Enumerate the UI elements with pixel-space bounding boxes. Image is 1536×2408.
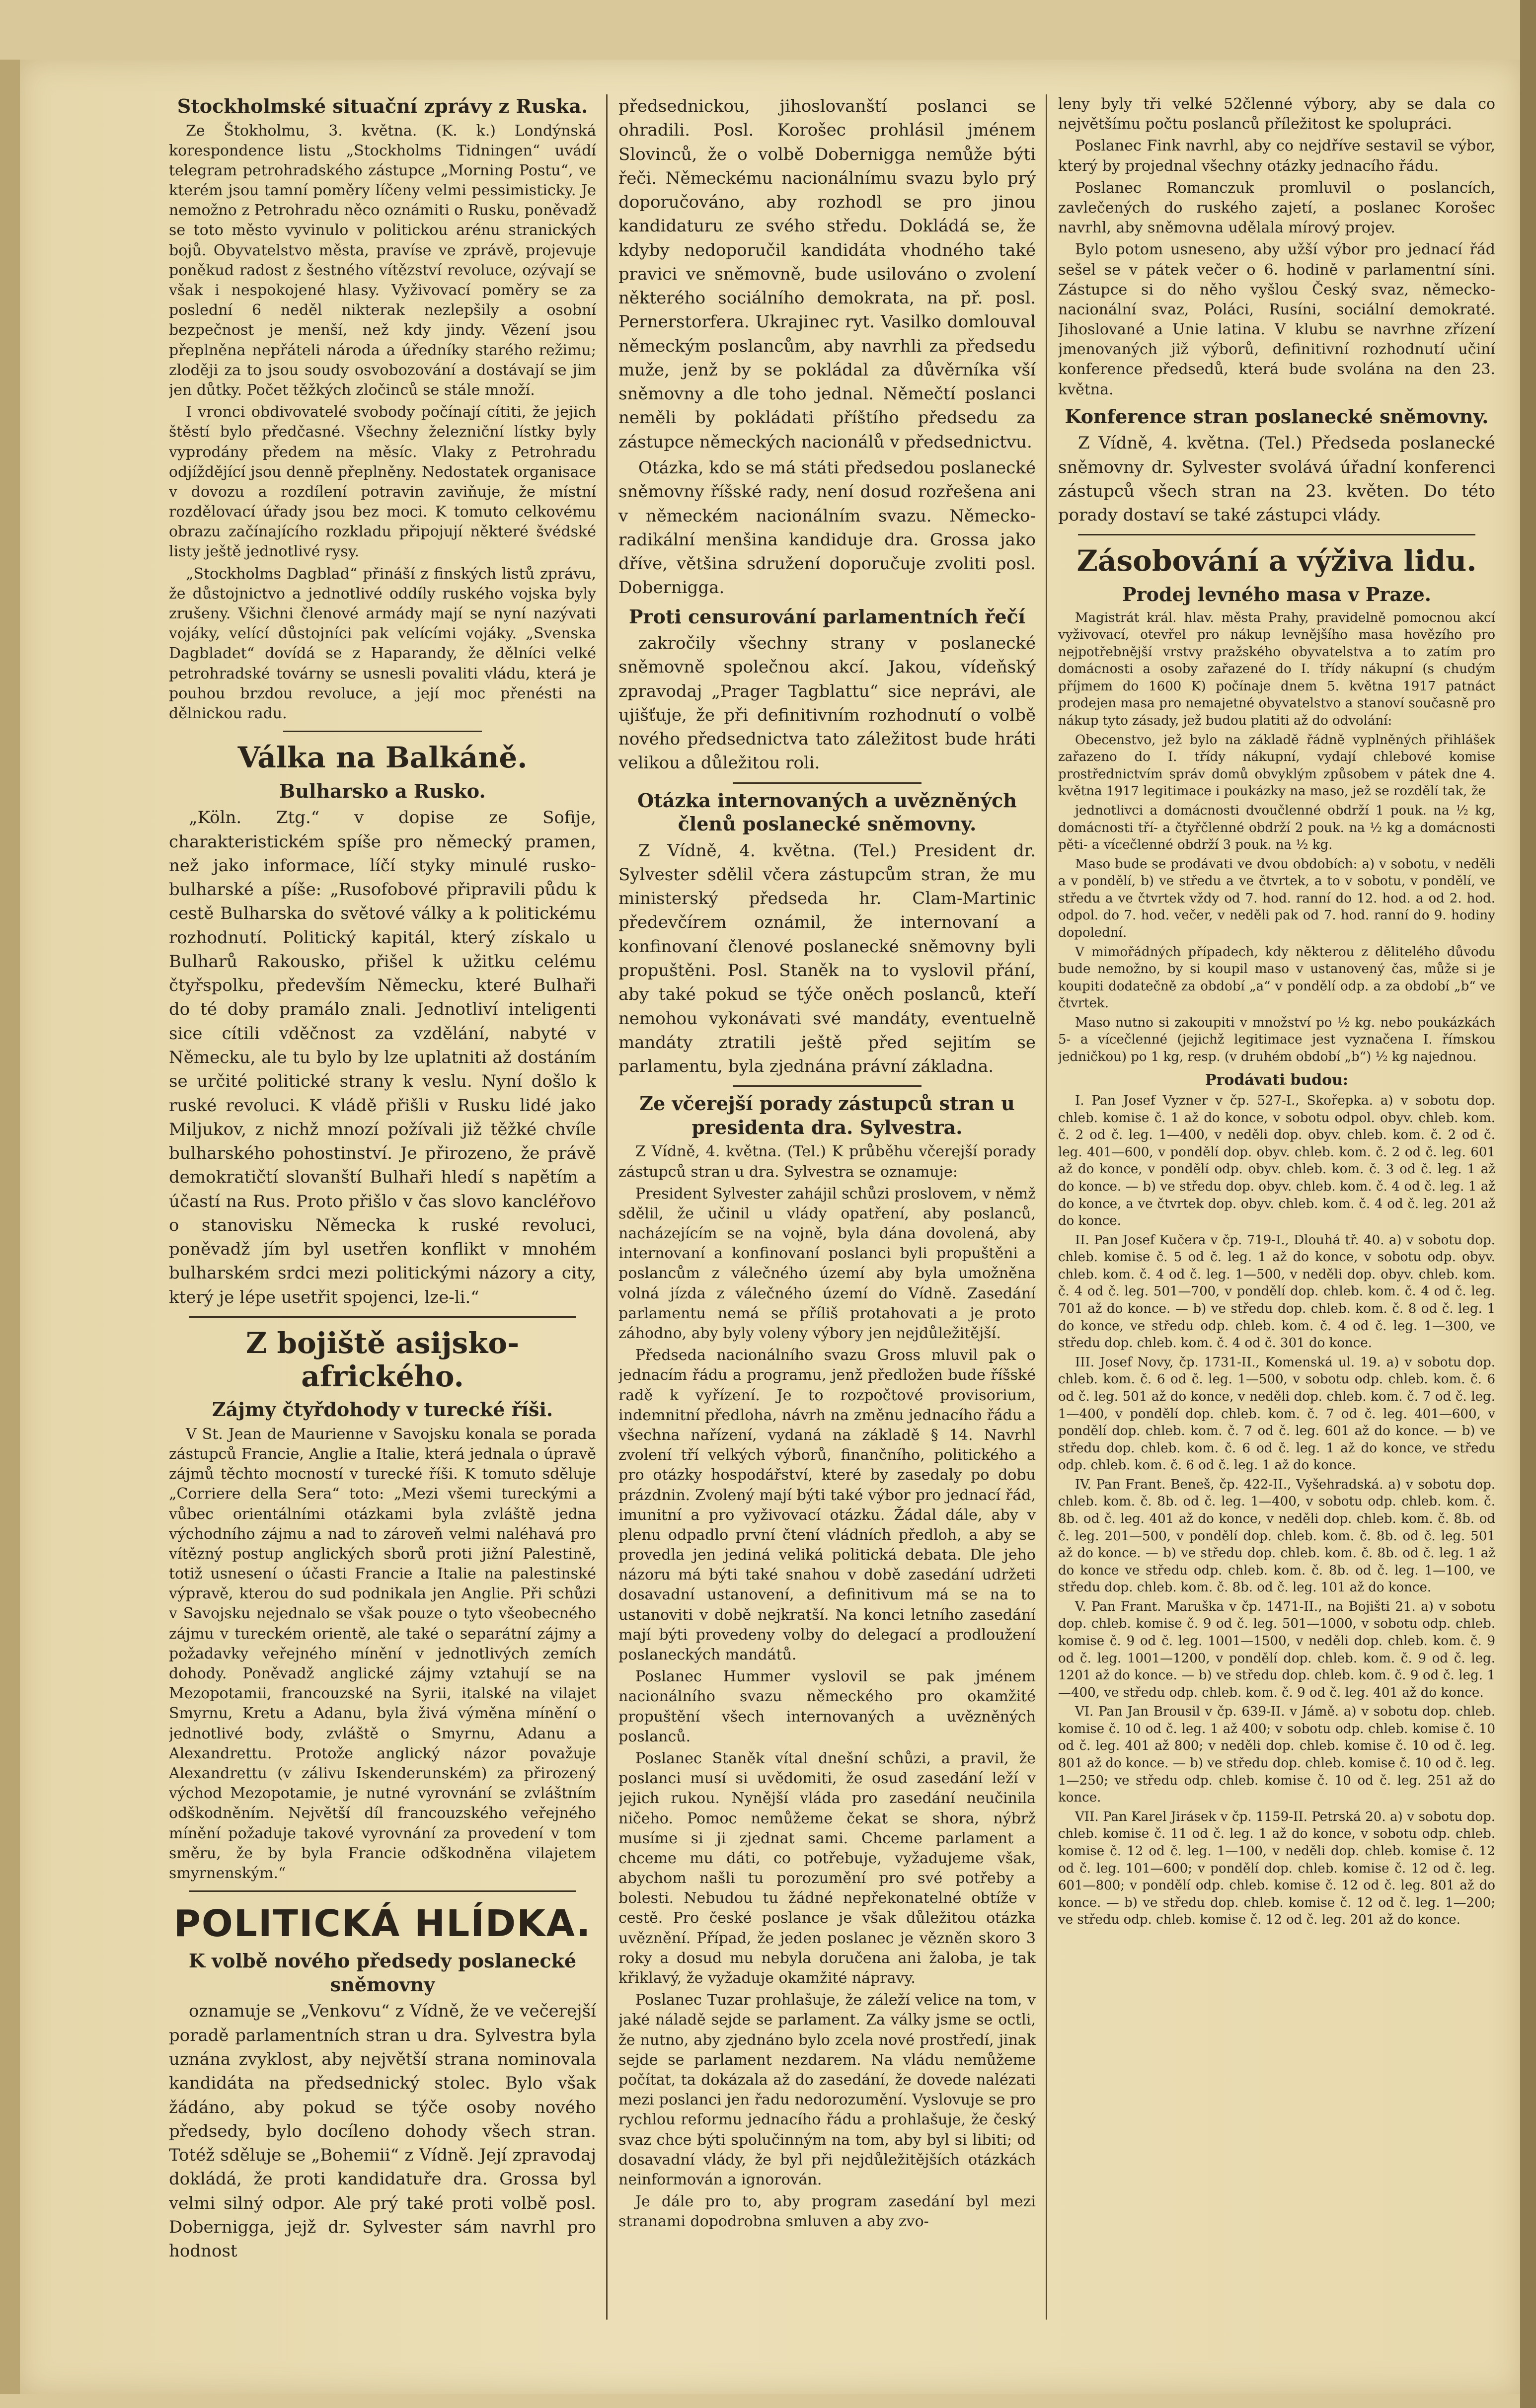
paragraph: leny byly tři velké 52členné výbory, aby se dala co největšímu počtu poslanců příležitost ke spolupráci. (1058, 95, 1495, 133)
paragraph: Magistrát král. hlav. města Prahy, pravidelně pomocnou akcí vyživovací, otevřel pro nákup levnějšího masa hovězího pro nejpotřebnější vrstvy pražského obyvatelstva a to zatím pro domácnosti a osoby zařazené do I. třídy nákupní (s chudým příjmem do 1600 K) počínaje dnem 5. května 1917 patnáct prodejen masa pro nemajetné obyvatelstvo a stanoví současně pro nákup tyto zásady, jež budou platiti až do odvolání: (1058, 610, 1495, 729)
paragraph: Poslanec Staněk vítal dnešní schůzi, a pravil, že poslanci musí si uvědomiti, že osud zasedání leží v jejich rukou. Nynější vláda pro zasedání neučinila ničeho. Pomoc nemůžeme čekat se shora, nýbrž musíme si ji zjednat sami. Chceme parlament a chceme mu dáti, co potřebuje, vyžadujeme však, abychom našli tu porozumění pro své potřeby a bolesti. Nebudou tu žádné nepřekonatelné obtíže v cestě. Pro české poslance je však důležitou otázka uvěznění. Případ, že jeden poslanec je vězněn skoro 3 roky a dosud mu nebyla doručena ani žaloba, je tak křiklavý, že vyžaduje okamžité nápravy. (618, 1749, 1036, 1987)
paragraph: předsednickou, jihoslovanští poslanci se ohradili. Posl. Korošec prohlásil jménem Slovinců, že o volbě Dobernigga nemůže býti řeči. Německému nacionálnímu svazu bylo prý doporučováno, aby rozhodl se pro jinou kandidaturu ze svého středu. Dokládá se, že kdyby nedoporučil kandidáta vhodného také pravici ve sněmovně, bude usilováno o zvolení některého sociálního demokrata, na př. posl. Pernerstorfera. Ukrajinec ryt. Vasilko domlouval německým poslancům, aby navrhli za předsedu muže, jenž by se pokládal za důvěrníka vší sněmovny a dle toho jednal. Němečtí poslanci neměli by pokládati příštího předsedu za zástupce německých nacionálů v předsednictvu. (618, 96, 1036, 452)
paragraph: Ze Štokholmu, 3. května. (K. k.) Londýnská korespondence listu „Stockholms Tidningen“ uvádí telegram petrohradského zástupce „Morning Postu“, ve kterém jsou tamní poměry líčeny velmi pessimisticky. Je nemožno z Petrohradu něco oznámiti o Rusku, poněvadž se toto město vyvinulo v politickou arénu stranických bojů. Obyvatelstvo města, pravíse ve zprávě, projevuje poněkud radost z šestného vítězství revoluce, ozývají se však i nespokojené hlasy. Vyživovací poměry se za poslední 6 neděl nikterak nezlepšily a osobní bezpečnost je menší, než kdy jindy. Vězení jsou přeplněna nepřáteli národa a úředníky starého režimu; zloději za to jsou soudy osvobozování a dostávají se jim jen důtky. Počet těžkých zločinců se stále množí. (169, 122, 596, 399)
paragraph: IV. Pan Frant. Beneš, čp. 422-II., Vyšehradská. a) v sobotu dop. chleb. kom. č. 8b. od č. leg. 1—400, v sobotu odp. chleb. kom. č. 8b. od č. leg. 401 až do konce, v neděli dop. chleb. kom. č. 8b. od č. leg. 201—500, v pondělí dop. chleb. kom. č. 8b. od č. leg. 501 až do konce. — b) ve středu dop. chleb. kom. č. 8b. od č. leg. 1 až do konce ve středu odp. chleb. kom. č. 8b. od č. leg. 1—100, ve středu dop. chleb. kom. č. 8b. od č. leg. 101 až do konce. (1058, 1477, 1495, 1595)
paragraph: I. Pan Josef Vyzner v čp. 527-I., Skořepka. a) v sobotu dop. chleb. komise č. 1 až do konce, v sobotu odpol. obyv. chleb. kom. č. 2 od č. leg. 1—400, v neděli dop. obyv. chleb. kom. č. 2 od č. leg. 401—600, v pondělí dop. obyv. chleb. kom. č. 2 od č. leg. 601 až do konce, v pondělí odp. obyv. chleb. kom. č. 3 od č. leg. 1 až do konce. — b) ve středu dop. obyv. chleb. kom. č. 4 od č. leg. 1 až do konce, a ve čtvrtek dop. obyv. chleb. kom. č. 4 od č. leg. 201 až do konce. (1058, 1093, 1495, 1229)
newspaper-page (20, 60, 1520, 2394)
column-2 (618, 94, 1036, 2310)
column-rule-1 (606, 94, 608, 2320)
paragraph: V mimořádných případech, kdy některou z dělitelého důvodu bude nemožno, by si koupil maso v ustanovený čas, může si je koupiti dodatečně za období „a“ v pondělí odp. a za období „b“ ve čtvrtek. (1058, 944, 1495, 1011)
paragraph: „Köln. Ztg.“ v dopise ze Sofije, charakteristickém spíše pro německý pramen, než jako informace, líčí styky minulé rusko-bulharské a píše: „Rusofobové připravili půdu k cestě Bulharska do světové války a k politickému rozhodnutí. Politický kapitál, který získalo u Bulharů Rakousko, přišel k užitku celému čtyřspolku, především Německu, které Bulhaři do té doby pramálo znali. Jednotliví inteligenti sice cítili vděčnost za vzdělání, nabyté v Německu, ale tu bylo by lze uplatniti až dostáním se určité politické strany k veslu. Nyní došlo k ruské revoluci. K vládě přišli v Rusku lidé jako Miljukov, z nichž mnozí požívali již těžké chvíle bulharského pohostinství. Je přirozeno, že právě demokratičtí slovanští Bulhaři hledí s napětím a účastí na Rus. Proto přišlo v čas slovo kancléřovo o stanovisku Německa k ruské revoluci, poněvadž jím byl usetřen konflikt v mnohém bulharském srdci mezi politickými názory a city, který je lépe usetřit spojenci, lze-li.“ (169, 808, 596, 1307)
headline-konference: Konference stran poslanecké sněmovny. (1065, 405, 1489, 428)
paragraph: Maso nutno si zakoupiti v množství po ½ kg. nebo poukázkách 5- a vícečlenné (jejichž legitimace jest vyznačena I. římskou jedničkou) po 1 kg, resp. (v druhém období „b“) ½ kg najednou. (1058, 1015, 1495, 1065)
paragraph: V St. Jean de Maurienne v Savojsku konala se porada zástupců Francie, Anglie a Italie, která jednala o úpravě zájmů těchto mocností v turecké říši. K tomuto sděluje „Corriere della Sera“ toto: „Mezi všemi tureckými a vůbec orientálními otázkami byla zvláště jedna východního zájmu a nad to zároveň velmi naléhavá pro vítězný postup anglických sborů proti jižní Palestině, totiž usnesení o účasti Francie a Italie na palestinské výpravě, kterou do sud podnikala jen Anglie. Při schůzi v Savojsku nejednalo se však pouze o tyto všeobecného zájmu v tureckém orientě, ale také o separátní zájmy a požadavky veřejného mínění v jednotlivých zemích dohody. Poněvadž anglické zájmy vztahují se na Mezopotamii, francouzské na Syrii, italské na vilajet Smyrnu, Kretu a Adanu, byla živá výměna mínění o jednotlivé body, zvláště o Smyrnu, Adanu a Alexandrettu. Protože anglický názor považuje Alexandrettu (v zálivu Iskenderunském) za přirozený východ Mezopotamie, je nutné vyrovnání se zvláštním odškodněním. Největší díl francouzského veřejného mínění požaduje takové vyrovnání za provedení v tom směru, že by byla Francie odškodněna vilajetem smyrnenským.“ (169, 1425, 596, 1882)
paragraph: Obecenstvo, jež bylo na základě řádně vyplněných přihlášek zařazeno do I. třídy nákupní, vydají chlebové komise prostřednictvím správ domů obvyklým způsobem v pátek dne 4. května 1917 legitimace i poukázky na maso, jež se rozdělí tak, že (1058, 732, 1495, 799)
paragraph: Poslanec Fink navrhl, aby co nejdříve sestavil se výbor, který by projednal všechny otázky jednacího řádu. (1058, 137, 1495, 175)
divider (733, 1085, 922, 1087)
subhead-bulharsko: Bulharsko a Rusko. (279, 779, 486, 802)
divider (283, 731, 482, 732)
headline-zasobovani: Zásobování a výživa lidu. (1076, 544, 1477, 578)
paragraph: I vronci obdivovatelé svobody počínají cítiti, že jejich štěstí bylo předčasné. Všechny železniční lístky byly vyprodány předem na měsíc. Vlaky z Petrohradu odjíždějící jsou denně přeplněny. Nedostatek organisace v dovozu a rozdílení potravin zaviňuje, že místní rozdělovací úřady jsou bez moci. K tomuto celkovému obrazu začínajícího rozkladu připojují některé švédské listy ještě jednotlivé rysy. (169, 403, 596, 561)
divider (733, 782, 922, 784)
column-rule-2 (1046, 94, 1047, 2320)
paragraph: zakročily všechny strany v poslanecké sněmovně společnou akcí. Jakou, vídeňský zpravodaj „Prager Tagblattu“ sice neprávi, ale ujišťuje, že při definitivním rozhodnutí o volbě nového předsednictva tato záležitost bude hráti velikou a důležitou roli. (618, 633, 1036, 773)
subhead-zajmy: Zájmy čtyřdohody v turecké říši. (212, 1398, 553, 1421)
page-margin-strip (0, 60, 20, 2394)
headline-bojiste: Z bojiště asijsko-afrického. (245, 1326, 520, 1393)
divider (1078, 534, 1475, 535)
paragraph: President Sylvester zahájil schůzi proslovem, v němž sdělil, že učinil u vlády opatření, aby poslanců, nacházejícím se na vojně, byla dána dovolená, aby internovaní a konfinovaní poslanci byli propuštěni a poslancům z válečného území aby byla umožněna volná jízda z válečného území do Vídně. Zasedání parlamentu nemá se příliš protahovati a je proto záhodno, aby byly voleny výbory jen nejdůležitější. (618, 1185, 1036, 1343)
paragraph: Poslanec Tuzar prohlašuje, že záleží velice na tom, v jaké náladě sejde se parlament. Za války jsme se octli, že nutno, aby zjednáno bylo zcela nové prostředí, jinak sejde se parlament nezdarem. Na vládu nemůžeme počítat, ta dokázala až do zasedání, že dovede nalézati mezi poslanci jen řadu nedorozumění. Vyslovuje se pro rychlou reformu jednacího řádu a prohlašuje, že český svaz chce býti spolučinným na tom, aby byl si libiti; od dosavadní vlády, že byl při nejdůležitějších otázkách neinformován a ignorován. (618, 1991, 1036, 2188)
paragraph: Z Vídně, 4. května. (Tel.) President dr. Sylvester sdělil včera zástupcům stran, že mu ministerský předseda hr. Clam-Martinic předevčírem oznámil, že internovaní a konfinovaní členové poslanecké sněmovny byli propuštěni. Posl. Staněk na to vyslovil přání, aby také pokud se týče oněch poslanců, kteří nemohou vykonávati své mandáty, eventuelně mandáty ztratili ještě před sejitím se parlamentu, byla zjednána právní základna. (618, 840, 1036, 1077)
headline-politicka-hlidka: POLITICKÁ HLÍDKA. (173, 1902, 592, 1946)
headline-stockholm: Stockholmské situační zprávy z Ruska. (177, 95, 588, 117)
headline-valka: Válka na Balkáně. (237, 741, 528, 775)
paragraph: Poslanec Hummer vyslovil se pak jménem nacionálního svazu německého pro okamžité propuštění všech internovaných a uvězněných poslanců. (618, 1668, 1036, 1745)
headline-porady: Ze včerejší porady zástupců stran u presidenta dra. Sylvestra. (639, 1092, 1015, 1138)
divider (189, 1890, 576, 1892)
column-1 (169, 94, 596, 2359)
paragraph: Bylo potom usneseno, aby užší výbor pro jednací řád sešel se v pátek večer o 6. hodině v parlamentní síni. Zástupce si do něho vyšlou Český svaz, německo-nacionální svaz, Poláci, Rusíni, sociální demokraté. Jihoslované a Unie latina. V klubu se navrhne zřízení jmenovaných již výborů, definitivní rozhodnutí učiní konference předsedů, která bude svolána na den 23. května. (1058, 241, 1495, 398)
paragraph: VI. Pan Jan Brousil v čp. 639-II. v Jámě. a) v sobotu dop. chleb. komise č. 10 od č. leg. 1 až 400; v sobotu odp. chleb. komise č. 10 od č. leg. 401 až 800; v neděli dop. chleb. komise č. 10 od č. leg. 801 až do konce. — b) ve středu dop. chleb. komise č. 10 od č. leg. 1—250; ve středu odp. chleb. komise č. 10 od č. leg. 251 až do konce. (1058, 1704, 1495, 1806)
paragraph: Otázka, kdo se má státi předsedou poslanecké sněmovny říšské rady, není dosud rozřešena ani v německém nacionálním svazu. Německo-radikální menšina kandiduje dra. Grossa jako dříve, většina sdružení doporučuje zvoliti posl. Dobernigga. (618, 457, 1036, 598)
paragraph: Předseda nacionálního svazu Gross mluvil pak o jednacím řádu a programu, jenž předložen bude říšské radě k vyřízení. Je to rozpočtové provisorium, indemnitní předloha, návrh na změnu jednacího řádu a všechna nařízení, vydaná na základě § 14. Navrhl zvolení tří velkých výborů, finančního, politického a pro otázky hospodářství, které by zasedaly po dobu prázdnin. Zvolený mají býti také výbor pro jednací řád, imunitní a pro vyživovací otázku. Žádal dále, aby v plenu odpadlo první čtení vládních předloh, a aby se provedla jen jediná veliká politická debata. Dle jeho názoru má býti také snahou v době zasedání udržeti dosavadní ustanovení, a definitivum má se na to ustanoviti v době nejkratší. Na konci letního zasedání mají býti provedeny volby do delegací a prodloužení poslaneckých mandátů. (618, 1347, 1036, 1664)
paragraph: III. Josef Novy, čp. 1731-II., Komenská ul. 19. a) v sobotu dop. chleb. kom. č. 6 od č. leg. 1—500, v sobotu odp. chleb. kom. č. 6 od č. leg. 501 až do konce, v neděli dop. chleb. kom. č. 7 od č. leg. 1—400, v pondělí dop. chleb. kom. č. 7 od č. leg. 401—600, v pondělí dop. chleb. kom. č. 7 od č. leg. 601 až do konce. — b) ve středu dop. chleb. kom. č. 6 od č. leg. 1 až do konce, ve středu odp. chleb. kom. č. 6 od č. leg. 1 až do konce. (1058, 1354, 1495, 1473)
paragraph: VII. Pan Karel Jirásek v čp. 1159-II. Petrská 20. a) v sobotu dop. chleb. komise č. 11 od č. leg. 1 až do konce, v sobotu odp. chleb. komise č. 12 od č. leg. 1—100, v neděli dop. chleb. komise č. 12 od č. leg. 101—600; v pondělí dop. chleb. komise č. 12 od č. leg. 601—800; v pondělí odp. chleb. komise č. 12 od č. leg. 801 až do konce. — b) ve středu dop. chleb. komise č. 12 od č. leg. 1—200; ve středu odp. chleb. komise č. 12 od č. leg. 201 až do konce. (1058, 1809, 1495, 1928)
paragraph: oznamuje se „Venkovu“ z Vídně, že ve večerejší poradě parlamentních stran u dra. Sylvestra byla uznána zvyklost, aby největší strana nominovala kandidáta na předsednický stolec. Bylo však žádáno, aby pokud se týče osoby nového předsedy, bylo docíleno dohody všech stran. Totéž sděluje se „Bohemii“ z Vídně. Její zpravodaj dokládá, že proti kandidatuře dra. Grossa byl velmi silný odpor. Ale prý také proti volbě posl. Dobernigga, jejž dr. Sylvester sám navrhl pro hodnost (169, 2001, 596, 2261)
paragraph: Maso bude se prodávati ve dvou obdobích: a) v sobotu, v neděli a v pondělí, b) ve středu a ve čtvrtek, a to v sobotu, v pondělí, ve středu a ve čtvrtek vždy od 7. hod. ranní do 12. hod. a od 2. hod. odpol. do 7. hod. večer, v neděli pak od 7. hod. ranní do 9. hodiny dopolední. (1058, 856, 1495, 940)
headline-internovanych: Otázka internovaných a uvězněných členů poslanecké sněmovny. (637, 789, 1017, 835)
paragraph: jednotlivci a domácnosti dvoučlenné obdrží 1 pouk. na ½ kg, domácnosti tří- a čtyřčlenné obdrží 2 pouk. na ½ kg a domácnosti pěti- a vícečlenné obdrží 3 pouk. na ½ kg. (1058, 803, 1495, 853)
paragraph: „Stockholms Dagblad“ přináší z finských listů zprávu, že důstojnictvo a jednotlivé oddíly ruského vojska byly zrušeny. Všichni členové armády mají se nyní nazývati vojáky, velící důstojníci pak velícími vojáky. „Svenska Dagbladet“ dovídá se z Haparandy, že dělníci velké petrohradské továrny se usnesli povaliti vládu, která je pouhou brzdou revoluce, a její moc přenésti na dělnickou radu. (169, 565, 596, 722)
paragraph: V. Pan Frant. Maruška v čp. 1471-II., na Bojišti 21. a) v sobotu dop. chleb. komise č. 9 od č. leg. 501—1000, v sobotu odp. chleb. komise č. 9 od č. leg. 1001—1500, v neděli dop. chleb. kom. č. 9 od č. leg. 1001—1200, v pondělí dop. chleb. kom. č. 9 od č. leg. 1201 až do konce. — b) ve středu dop. chleb. kom. č. 9 od č. leg. 1—400, ve středu odp. chleb. kom. č. 9 od č. leg. 401 až do konce. (1058, 1599, 1495, 1700)
paragraph: II. Pan Josef Kučera v čp. 719-I., Dlouhá tř. 40. a) v sobotu dop. chleb. komise č. 5 od č. leg. 1 až do konce, v sobotu odp. obyv. chleb. kom. č. 4 od č. leg. 1—500, v neděli dop. obyv. chleb. kom. č. 4 od č. leg. 501—700, v pondělí dop. chleb. kom. č. 4 od č. leg. 701 až do konce. — b) ve středu dop. chleb. kom. č. 8 od č. leg. 1 do konce, ve středu odp. chleb. kom. č. 4 od č. leg. 1—300, ve středu dop. chleb. kom. č. 4 od č. 301 do konce. (1058, 1232, 1495, 1351)
subhead-prodej: Prodej levného masa v Praze. (1122, 583, 1431, 606)
subhead-volbe: K volbě nového předsedy poslanecké sněmovny (188, 1950, 577, 1996)
divider (189, 1316, 576, 1318)
subhead-prodavati: Prodávati budou: (1205, 1071, 1349, 1089)
paragraph: Z Vídně, 4. května. (Tel.) K průběhu včerejší porady zástupců stran u dra. Sylvestra se oznamuje: (618, 1143, 1036, 1181)
column-3 (1058, 94, 1495, 2310)
page-edge-shadow (1520, 0, 1536, 2408)
paragraph: Z Vídně, 4. května. (Tel.) Předseda poslanecké sněmovny dr. Sylvester svolává úřadní konferenci zástupců všech stran na 23. květen. Do této porady dostaví se také zástupci vlády. (1058, 433, 1495, 526)
paragraph: Je dále pro to, aby program zasedání byl mezi stranami dopodrobna smluven a aby zvo- (618, 2193, 1036, 2231)
paragraph: Poslanec Romanczuk promluvil o poslancích, zavlečených do ruského zajetí, a poslanec Korošec navrhl, aby sněmovna udělala mírový projev. (1058, 179, 1495, 237)
headline-cenzura: Proti censurování parlamentních řečí (628, 605, 1026, 628)
